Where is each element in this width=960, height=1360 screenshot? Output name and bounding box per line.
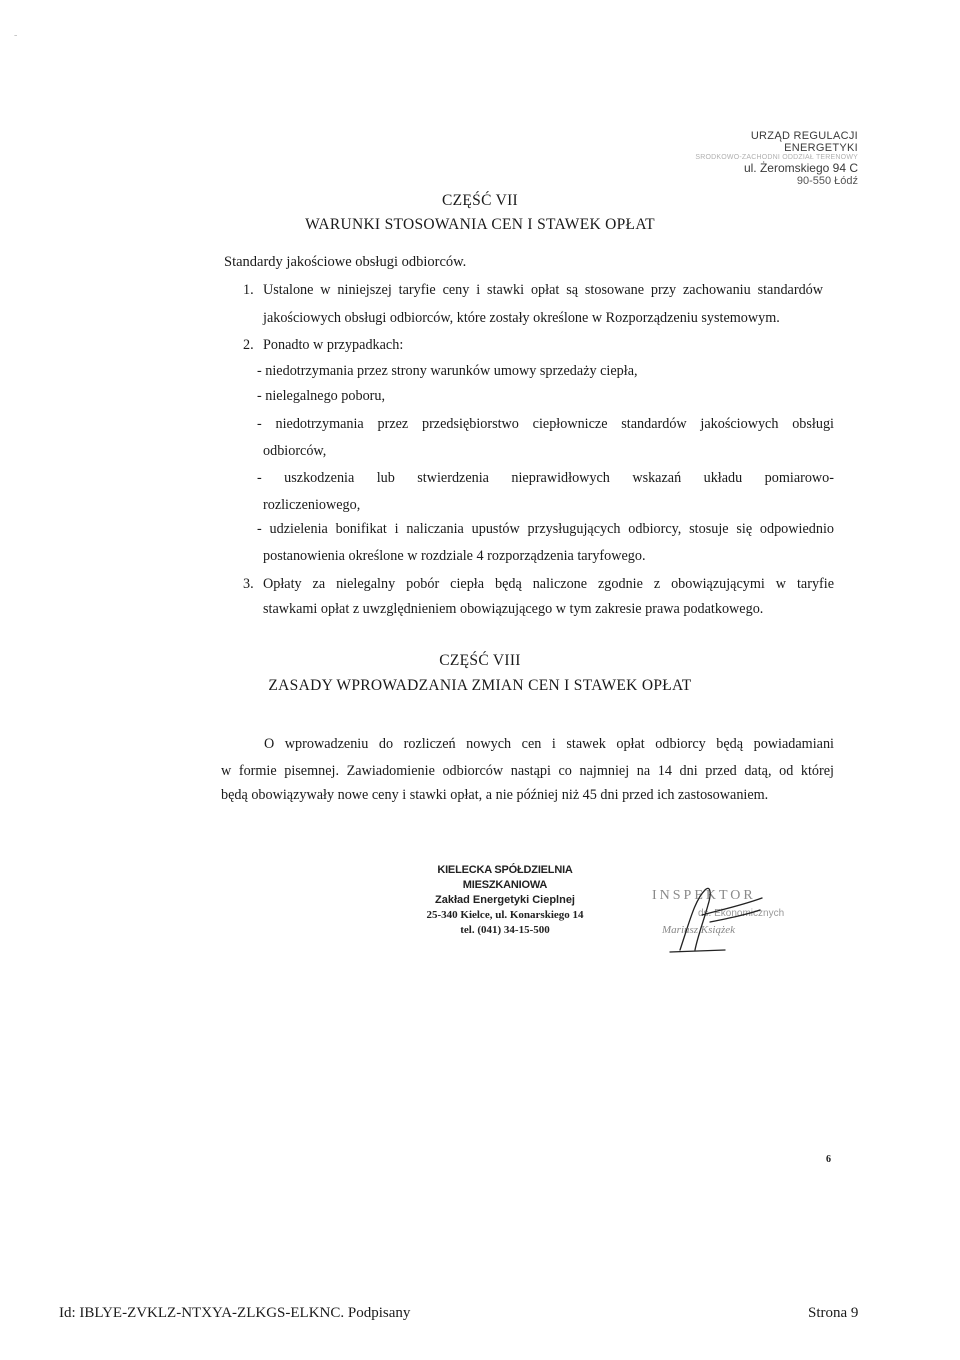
inspector-stamp-role: ds. Ekonomicznych	[698, 908, 785, 919]
regulator-stamp-street: ul. Żeromskiego 94 C	[743, 161, 858, 175]
regulator-stamp-division: SRODKOWO-ZACHODNI ODDZIAŁ TERENOWY	[695, 154, 858, 161]
cooperative-stamp-name: KIELECKA SPÓŁDZIELNIA MIESZKANIOWA	[437, 864, 573, 891]
part8-paragraph-line-3: będą obowiązywały nowe ceny i stawki opłat, a nie później niż 45 dni przed ich zastosowaniem.	[221, 787, 769, 803]
page-number: 6	[826, 1154, 831, 1165]
document-id: Id: IBLYE-ZVKLZ-NTXYA-ZLKGS-ELKNC. Podpisany	[59, 1305, 411, 1321]
part8-paragraph-line-2: w formie pisemnej. Zawiadomienie odbiorców nastąpi co najmniej na 14 dni przed datą, od której	[221, 763, 834, 779]
part7-title: CZĘŚĆ VII	[441, 192, 519, 209]
item-3-line-2: stawkami opłat z uwzględnieniem obowiązującego w tym zakresie prawa podatkowego.	[263, 601, 764, 617]
bullet-5-line-2: postanowienia określone w rozdziale 4 rozporządzenia taryfowego.	[263, 548, 646, 564]
regulator-stamp-name: URZĄD REGULACJI ENERGETYKI	[750, 130, 858, 154]
part8-paragraph-line-1: O wprowadzeniu do rozliczeń nowych cen i stawek opłat odbiorcy będą powiadamiani	[264, 736, 834, 752]
item-1-number: 1.	[243, 282, 254, 298]
item-3-number: 3.	[243, 576, 254, 592]
item-3-line-1: Opłaty za nielegalny pobór ciepła będą naliczone zgodnie z obowiązującymi w taryfie	[263, 576, 834, 592]
section-heading: Standardy jakościowe obsługi odbiorców.	[224, 254, 467, 270]
part7-subtitle: WARUNKI STOSOWANIA CEN I STAWEK OPŁAT	[305, 216, 655, 233]
regulator-stamp-city: 90-550 Łódź	[796, 175, 858, 187]
item-1-line-1: Ustalone w niniejszej taryfie ceny i stawki opłat są stosowane przy zachowaniu standardów	[263, 282, 823, 298]
bullet-4-line-1: - uszkodzenia lub stwierdzenia nieprawidłowych wskazań układu pomiarowo-	[257, 470, 834, 486]
regulator-stamp	[688, 130, 858, 187]
scan-speck: -	[14, 30, 18, 41]
part8-subtitle: ZASADY WPROWADZANIA ZMIAN CEN I STAWEK OPŁAT	[268, 677, 692, 694]
bullet-2: - nielegalnego poboru,	[257, 388, 386, 404]
bullet-1: - niedotrzymania przez strony warunków umowy sprzedaży ciepła,	[257, 363, 638, 379]
cooperative-stamp-phone: tel. (041) 34-15-500	[460, 924, 550, 936]
item-1-line-2: jakościowych obsługi odbiorców, które zostały określone w Rozporządzeniu systemowym.	[263, 310, 780, 326]
bullet-5-line-1: - udzielenia bonifikat i naliczania upustów przysługujących odbiorcy, stosuje się odpowiednio	[257, 521, 834, 537]
item-2-number: 2.	[243, 337, 254, 353]
cooperative-stamp-department: Zakład Energetyki Cieplnej	[435, 894, 575, 906]
bullet-3-line-1: - niedotrzymania przez przedsiębiorstwo ciepłownicze standardów jakościowych obsługi	[257, 416, 834, 432]
inspector-stamp-title: INSPEKTOR	[652, 888, 756, 903]
item-2-line-1: Ponadto w przypadkach:	[263, 337, 404, 353]
handwritten-signature	[650, 880, 790, 960]
cooperative-stamp	[400, 863, 610, 938]
cooperative-stamp-address: 25-340 Kielce, ul. Konarskiego 14	[426, 909, 584, 921]
bullet-3-line-2: odbiorców,	[263, 443, 327, 459]
inspector-stamp-person: Mariusz Książek	[662, 924, 736, 936]
footer-page-number: Strona 9	[808, 1305, 859, 1321]
bullet-4-line-2: rozliczeniowego,	[263, 497, 361, 513]
part8-title: CZĘŚĆ VIII	[439, 652, 521, 669]
